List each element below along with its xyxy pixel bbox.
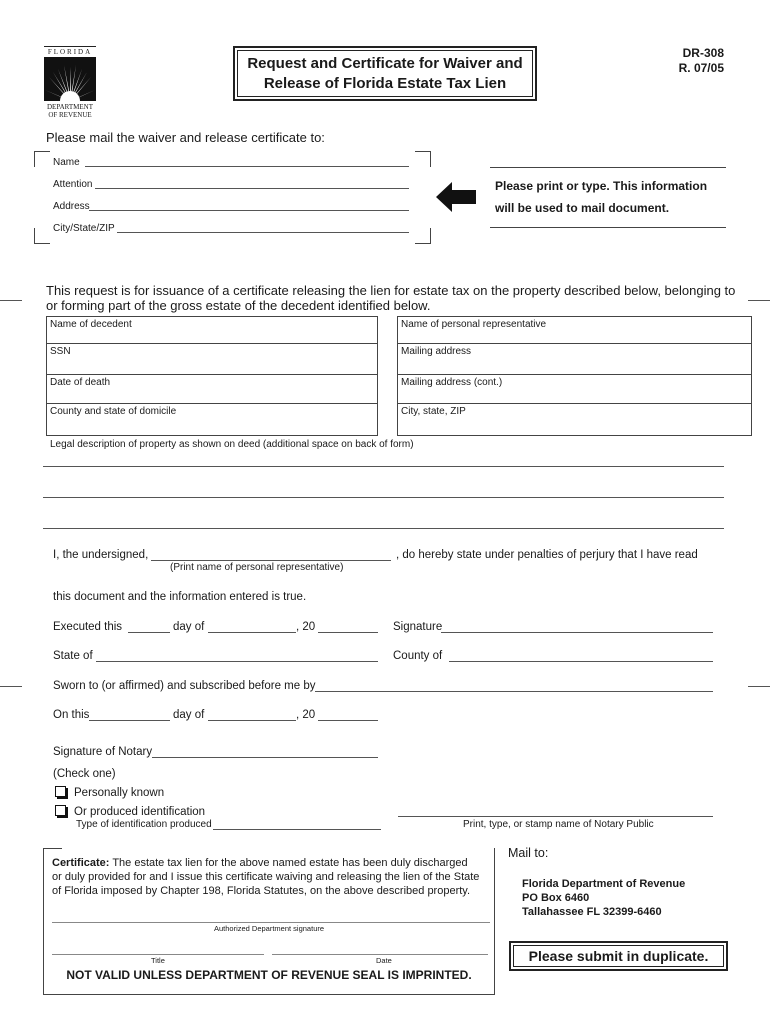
decedent-name-cell[interactable]: [46, 316, 378, 344]
county-state-label: County and state of domicile: [50, 406, 177, 417]
name-field[interactable]: [85, 166, 409, 167]
legal-description-line[interactable]: [43, 466, 724, 467]
mail-to-label: Mail to:: [508, 846, 549, 860]
submit-duplicate-text: Please submit in duplicate.: [528, 948, 709, 964]
state-of-label: State of: [53, 650, 93, 662]
true-statement: this document and the information entered is true.: [53, 591, 307, 603]
cert-box-top-edge: [44, 848, 62, 849]
date-field[interactable]: [272, 954, 488, 955]
mail-to-line2: PO Box 6460: [522, 892, 590, 904]
date-caption: Date: [376, 956, 392, 965]
mailing-address-cont-label: Mailing address (cont.): [401, 377, 503, 388]
mailing-address-label: Mailing address: [401, 346, 472, 357]
on-this-year-field[interactable]: [318, 720, 378, 721]
executed-year-field[interactable]: [318, 632, 378, 633]
notary-print-name-field[interactable]: [398, 816, 713, 817]
city-state-zip-label: City/State/ZIP: [53, 223, 115, 234]
year-prefix-2: , 20: [296, 709, 316, 721]
check-one-label: (Check one): [53, 768, 116, 780]
sworn-to-label: Sworn to (or affirmed) and subscribed before me by: [53, 680, 316, 692]
sworn-by-field[interactable]: [315, 691, 713, 692]
on-this-month-field[interactable]: [208, 720, 296, 721]
attention-label: Attention: [53, 179, 93, 190]
florida-dor-logo: [42, 46, 98, 118]
city-state-zip-field[interactable]: [117, 232, 409, 233]
signature-label: Signature: [393, 621, 443, 633]
margin-tick: [748, 686, 770, 687]
certificate-box: [43, 848, 495, 995]
city-state-zip-cell-label: City, state, ZIP: [401, 406, 466, 417]
city-state-zip-cell[interactable]: [397, 403, 752, 436]
on-this-day-field[interactable]: [89, 720, 170, 721]
day-of-label-2: day of: [173, 709, 205, 721]
certificate-line3: of Florida imposed by Chapter 198, Florida Statutes, on the above described property.: [52, 885, 471, 897]
legal-description-line[interactable]: [43, 528, 724, 529]
sunburst-icon: [42, 57, 98, 101]
left-arrow-icon: [434, 180, 478, 214]
ssn-label: SSN: [50, 346, 71, 357]
form-title-line1: Request and Certificate for Waiver and: [247, 54, 523, 72]
notary-signature-label: Signature of Notary: [53, 746, 153, 758]
mail-to-address: [522, 877, 685, 919]
undersigned-suffix: , do hereby state under penalties of perjury that I have read: [396, 549, 698, 561]
date-of-death-cell[interactable]: [46, 374, 378, 404]
print-notary-caption: Print, type, or stamp name of Notary Public: [463, 819, 654, 830]
year-prefix: , 20: [296, 621, 316, 633]
address-field[interactable]: [89, 210, 409, 211]
margin-tick: [0, 686, 22, 687]
form-revision: R. 07/05: [678, 61, 724, 75]
ssn-cell[interactable]: [46, 343, 378, 375]
certificate-line2: or duly provided for and I issue this certificate waiving and releasing the lien of the State: [52, 871, 480, 883]
county-of-field[interactable]: [449, 661, 713, 662]
certificate-line1: The estate tax lien for the above named estate has been duly discharged: [109, 857, 468, 869]
personally-known-checkbox[interactable]: [55, 786, 66, 797]
logo-text-of-revenue: OF REVENUE: [48, 111, 92, 119]
address-label: Address: [53, 201, 90, 212]
corner-bracket: [34, 151, 50, 167]
form-number-block: [679, 46, 724, 76]
produced-id-checkbox[interactable]: [55, 805, 66, 816]
auth-signature-caption: Authorized Department signature: [213, 924, 325, 933]
mail-to-line1: Florida Department of Revenue: [522, 878, 686, 890]
margin-tick: [0, 300, 22, 301]
mailing-intro: Please mail the waiver and release certificate to:: [46, 130, 325, 145]
legal-description-line[interactable]: [43, 497, 724, 498]
corner-bracket: [34, 228, 50, 244]
form-title-line2: Release of Florida Estate Tax Lien: [263, 74, 507, 92]
decedent-name-label: Name of decedent: [50, 319, 132, 330]
request-paragraph-line2: or forming part of the gross estate of the decedent identified below.: [46, 298, 431, 313]
produced-id-option[interactable]: [55, 805, 205, 818]
county-of-label: County of: [393, 650, 443, 662]
print-or-type-note: [490, 167, 726, 228]
certificate-bold-label: Certificate:: [52, 857, 110, 869]
personally-known-label: Personally known: [74, 787, 165, 799]
executed-this-label: Executed this: [53, 621, 123, 633]
attention-field[interactable]: [95, 188, 409, 189]
mail-to-line3: Tallahassee FL 32399-6460: [522, 906, 662, 918]
margin-tick: [748, 300, 770, 301]
auth-signature-field[interactable]: [52, 922, 490, 923]
on-this-label: On this: [53, 709, 90, 721]
signature-field[interactable]: [441, 632, 713, 633]
produced-id-label: Or produced identification: [74, 806, 206, 818]
undersigned-prefix: I, the undersigned,: [53, 549, 149, 561]
mailing-address-cell[interactable]: [397, 343, 752, 375]
day-of-label: day of: [173, 621, 205, 633]
title-field[interactable]: [52, 954, 264, 955]
print-name-caption: (Print name of personal representative): [170, 562, 344, 573]
personally-known-option[interactable]: [55, 786, 164, 799]
logo-text-florida: FLORIDA: [47, 48, 93, 56]
decedent-info-table: [46, 316, 752, 436]
rep-print-name-field[interactable]: [151, 560, 391, 561]
notary-signature-field[interactable]: [152, 757, 378, 758]
county-state-cell[interactable]: [46, 403, 378, 436]
name-label: Name: [53, 157, 80, 168]
date-of-death-label: Date of death: [50, 377, 111, 388]
executed-month-field[interactable]: [208, 632, 296, 633]
rep-name-label: Name of personal representative: [401, 319, 547, 330]
form-number: DR-308: [682, 46, 724, 60]
rep-name-cell[interactable]: [397, 316, 752, 344]
type-id-field[interactable]: [213, 829, 381, 830]
certificate-text: [52, 856, 488, 898]
executed-day-field[interactable]: [128, 632, 170, 633]
form-title-box: [233, 46, 537, 101]
legal-description-label: Legal description of property as shown on deed (additional space on back of form): [50, 439, 414, 450]
request-paragraph-line1: This request is for issuance of a certificate releasing the lien for estate tax on the property described below, belonging to: [46, 283, 736, 298]
title-caption: Title: [151, 956, 165, 965]
type-id-label: Type of identification produced: [76, 819, 212, 830]
corner-bracket: [415, 228, 431, 244]
note-line2: will be used to mail document.: [495, 201, 670, 215]
logo-text-department: DEPARTMENT: [47, 103, 93, 111]
submit-duplicate-box: [509, 941, 728, 971]
mailing-address-cont-cell[interactable]: [397, 374, 752, 404]
not-valid-warning: NOT VALID UNLESS DEPARTMENT OF REVENUE SEAL IS IMPRINTED.: [66, 968, 472, 982]
note-line1: Please print or type. This information: [495, 179, 708, 193]
corner-bracket: [415, 151, 431, 167]
state-of-field[interactable]: [96, 661, 378, 662]
